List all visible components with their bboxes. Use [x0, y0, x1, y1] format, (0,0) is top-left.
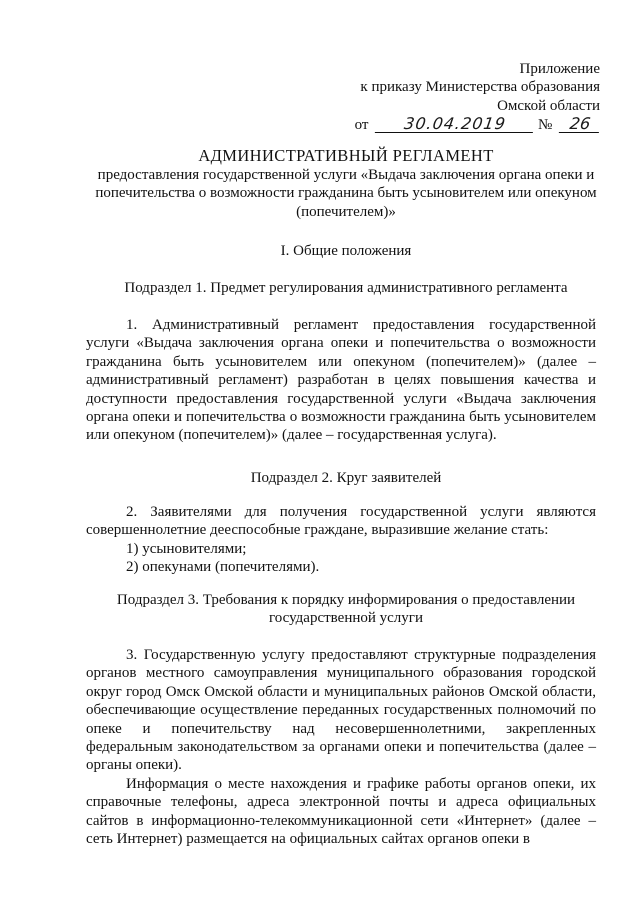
- region-name: Омской области: [497, 97, 600, 114]
- list-item: 1) усыновителями;: [126, 540, 247, 557]
- paragraph-2-text: 2. Заявителями для получения государственной услуги являются совершеннолетние дееспособные граждане, выразившие желание стать:: [86, 504, 596, 539]
- paragraph-3: [86, 646, 596, 848]
- paragraph-3-text: 3. Государственную услугу предоставляют структурные подразделения органов местного самоуправления муниципального образования городской округ город Омск Омской области и муниципальных районов Омской области, обеспечивающие осуществление переданных государственных полномочий по опеке и попечительству над несовершеннолетними, закрепленных федеральным законодательством за органами опеки и попечительства (далее – органы опеки).: [86, 647, 596, 774]
- subsection-2-heading: Подраздел 2. Круг заявителей: [250, 470, 442, 486]
- list-item: 2) опекунами (попечителями).: [126, 559, 320, 576]
- paragraph-4-text: Информация о месте нахождения и графике работы органов опеки, их справочные телефоны, адреса электронной почты и адреса официальных сайтов в информационно-телекоммуникационной сети «Интернет» (далее – сеть Интернет) размещается на официальных сайтах органов опеки в: [86, 775, 596, 848]
- order-date-number-line: [355, 116, 600, 134]
- document-title: АДМИНИСТРАТИВНЫЙ РЕГЛАМЕНТ: [198, 146, 494, 165]
- handwritten-number: 26: [559, 116, 601, 133]
- title-block: [86, 146, 606, 221]
- paragraph-1-text: 1. Административный регламент предоставления государственной услуги «Выдача заключения органа опеки и попечительства о возможности гражданина быть усыновителем или опекуном (попечителем)» (далее – административный регламент) разработан в целях повышения качества и доступности предоставления государственной услуги «Выдача заключения органа опеки и попечительства о возможности гражданина быть усыновителем или опекуном (попечителем)» (далее – государственная услуга).: [86, 317, 596, 444]
- handwritten-date: 30.04.2019: [375, 116, 535, 133]
- section-heading: I. Общие положения: [280, 243, 412, 259]
- appendix-header: [355, 60, 600, 135]
- paragraph-2: [86, 503, 596, 577]
- subsection-1-heading: Подраздел 1. Предмет регулирования административного регламента: [124, 280, 568, 296]
- order-reference: к приказу Министерства образования: [360, 79, 600, 96]
- number-label: №: [537, 117, 553, 134]
- appendix-label: Приложение: [519, 61, 600, 77]
- subsection-3-heading: Подраздел 3. Требования к порядку информирования о предоставлении государственной услуги: [116, 592, 576, 627]
- document-subtitle: предоставления государственной услуги «Выдача заключения органа опеки и попечительства о возможности гражданина быть усыновителем или опекуном (попечителем)»: [95, 167, 597, 220]
- from-label: от: [354, 117, 369, 134]
- paragraph-1: [86, 316, 596, 445]
